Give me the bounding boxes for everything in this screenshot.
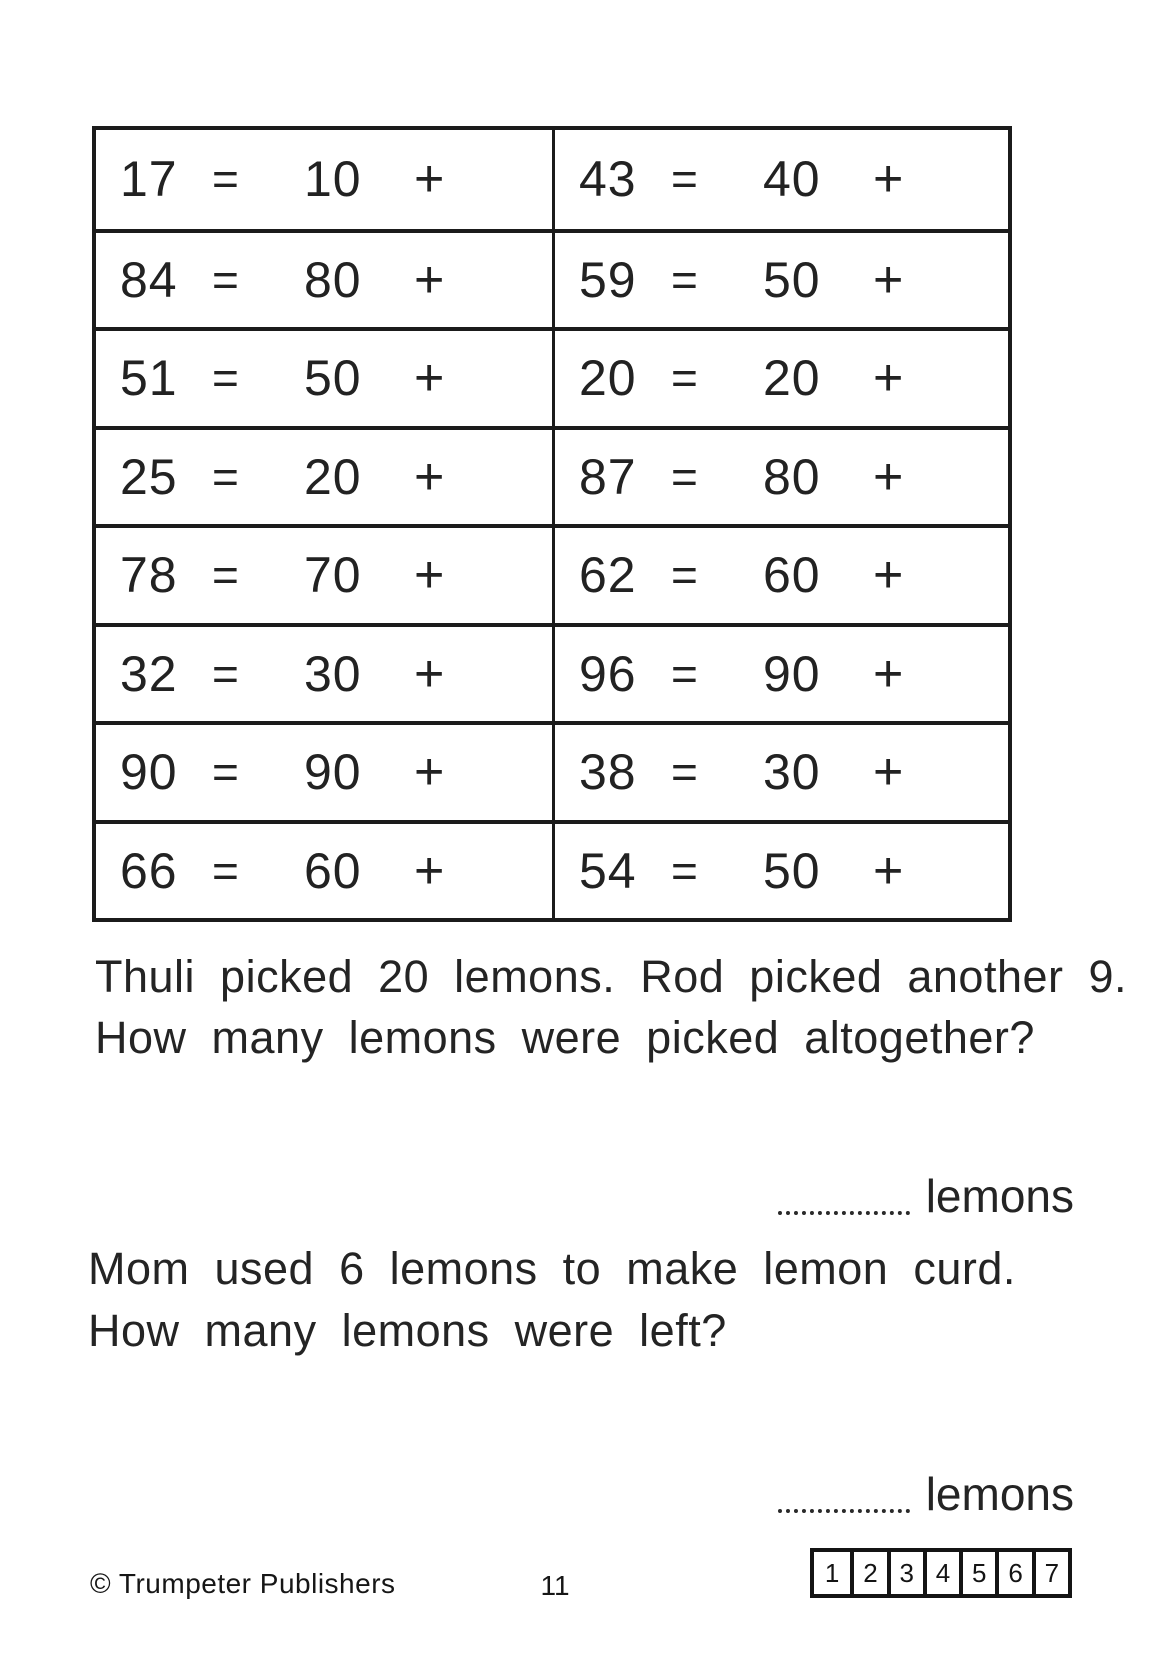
strip-number: 4 xyxy=(923,1552,959,1594)
equals-icon: = xyxy=(671,647,699,700)
equation-tens: 30 xyxy=(304,645,362,702)
equals-icon: = xyxy=(671,844,699,897)
strip-number: 2 xyxy=(850,1552,886,1594)
equation-tens: 30 xyxy=(763,744,821,801)
word-problem-1-line-1: Thuli picked 20 lemons. Rod picked another 9. xyxy=(95,951,1128,1002)
answer-row-2 xyxy=(778,1468,1074,1520)
strip-number: 3 xyxy=(887,1552,923,1594)
word-problem-1-line-2: How many lemons were picked altogether? xyxy=(95,1012,1035,1063)
equals-icon: = xyxy=(671,253,699,306)
equation-cell xyxy=(96,327,552,426)
equals-icon: = xyxy=(212,450,240,503)
equation-cell xyxy=(552,524,1008,623)
equation-tens: 70 xyxy=(304,547,362,604)
plus-icon: + xyxy=(414,644,446,703)
word-problem-2 xyxy=(88,1238,1016,1362)
equals-icon: = xyxy=(212,746,240,799)
equals-icon: = xyxy=(671,153,699,206)
equation-tens: 80 xyxy=(763,448,821,505)
equation-tens: 90 xyxy=(763,645,821,702)
equation-tens: 50 xyxy=(763,251,821,308)
equation-cell xyxy=(96,623,552,722)
equation-tens: 90 xyxy=(304,744,362,801)
equation-cell xyxy=(552,623,1008,722)
plus-icon: + xyxy=(414,349,446,408)
equals-icon: = xyxy=(212,153,240,206)
word-problem-1 xyxy=(95,946,1127,1068)
plus-icon: + xyxy=(873,546,905,605)
equation-tens: 50 xyxy=(304,350,362,407)
equals-icon: = xyxy=(671,352,699,405)
strip-number: 7 xyxy=(1032,1552,1068,1594)
equation-cell xyxy=(552,721,1008,820)
equation-cell xyxy=(552,820,1008,919)
equation-tens: 20 xyxy=(763,350,821,407)
plus-icon: + xyxy=(873,250,905,309)
equation-total: 38 xyxy=(579,744,637,801)
equation-tens: 20 xyxy=(304,448,362,505)
equation-cell xyxy=(96,524,552,623)
equals-icon: = xyxy=(671,450,699,503)
answer-blank-line xyxy=(778,1211,910,1215)
equation-tens: 60 xyxy=(763,547,821,604)
strip-number: 6 xyxy=(995,1552,1031,1594)
equation-total: 96 xyxy=(579,645,637,702)
equation-cell xyxy=(96,820,552,919)
page-number: 11 xyxy=(540,1570,570,1601)
equation-total: 32 xyxy=(120,645,178,702)
plus-icon: + xyxy=(414,250,446,309)
equation-total: 51 xyxy=(120,350,178,407)
plus-icon: + xyxy=(873,349,905,408)
equation-cell xyxy=(96,130,552,229)
word-problem-2-line-1: Mom used 6 lemons to make lemon curd. xyxy=(88,1243,1016,1294)
equation-total: 84 xyxy=(120,251,178,308)
equation-cell xyxy=(96,721,552,820)
plus-icon: + xyxy=(414,743,446,802)
equation-total: 25 xyxy=(120,448,178,505)
equation-cell xyxy=(552,130,1008,229)
equation-cell xyxy=(552,426,1008,525)
equals-icon: = xyxy=(212,549,240,602)
equation-table xyxy=(92,126,1012,922)
equation-total: 54 xyxy=(579,842,637,899)
equation-cell xyxy=(552,229,1008,328)
plus-icon: + xyxy=(873,841,905,900)
equation-tens: 60 xyxy=(304,842,362,899)
word-problem-2-line-2: How many lemons were left? xyxy=(88,1305,727,1356)
page-number-strip xyxy=(810,1548,1072,1598)
equation-cell xyxy=(552,327,1008,426)
equals-icon: = xyxy=(212,844,240,897)
plus-icon: + xyxy=(873,447,905,506)
equation-total: 87 xyxy=(579,448,637,505)
equation-cell xyxy=(96,426,552,525)
equals-icon: = xyxy=(212,352,240,405)
equation-total: 59 xyxy=(579,251,637,308)
plus-icon: + xyxy=(414,546,446,605)
publisher-copyright: © Trumpeter Publishers xyxy=(90,1568,396,1599)
equation-total: 78 xyxy=(120,547,178,604)
answer-unit-label: lemons xyxy=(925,1468,1074,1520)
answer-unit-label: lemons xyxy=(925,1170,1074,1222)
equation-tens: 40 xyxy=(763,151,821,208)
equation-tens: 10 xyxy=(304,151,362,208)
plus-icon: + xyxy=(873,644,905,703)
strip-number: 1 xyxy=(824,1557,840,1588)
plus-icon: + xyxy=(873,743,905,802)
equation-total: 20 xyxy=(579,350,637,407)
answer-blank-line xyxy=(778,1509,910,1513)
answer-row-1 xyxy=(778,1170,1074,1222)
plus-icon: + xyxy=(414,447,446,506)
equals-icon: = xyxy=(671,549,699,602)
equation-tens: 50 xyxy=(763,842,821,899)
plus-icon: + xyxy=(414,150,446,209)
equals-icon: = xyxy=(212,253,240,306)
equation-cell xyxy=(96,229,552,328)
plus-icon: + xyxy=(873,150,905,209)
equals-icon: = xyxy=(212,647,240,700)
equals-icon: = xyxy=(671,746,699,799)
equation-total: 90 xyxy=(120,744,178,801)
equation-total: 66 xyxy=(120,842,178,899)
equation-total: 17 xyxy=(120,151,178,208)
equation-tens: 80 xyxy=(304,251,362,308)
equation-total: 62 xyxy=(579,547,637,604)
strip-number: 5 xyxy=(959,1552,995,1594)
equation-total: 43 xyxy=(579,151,637,208)
plus-icon: + xyxy=(414,841,446,900)
